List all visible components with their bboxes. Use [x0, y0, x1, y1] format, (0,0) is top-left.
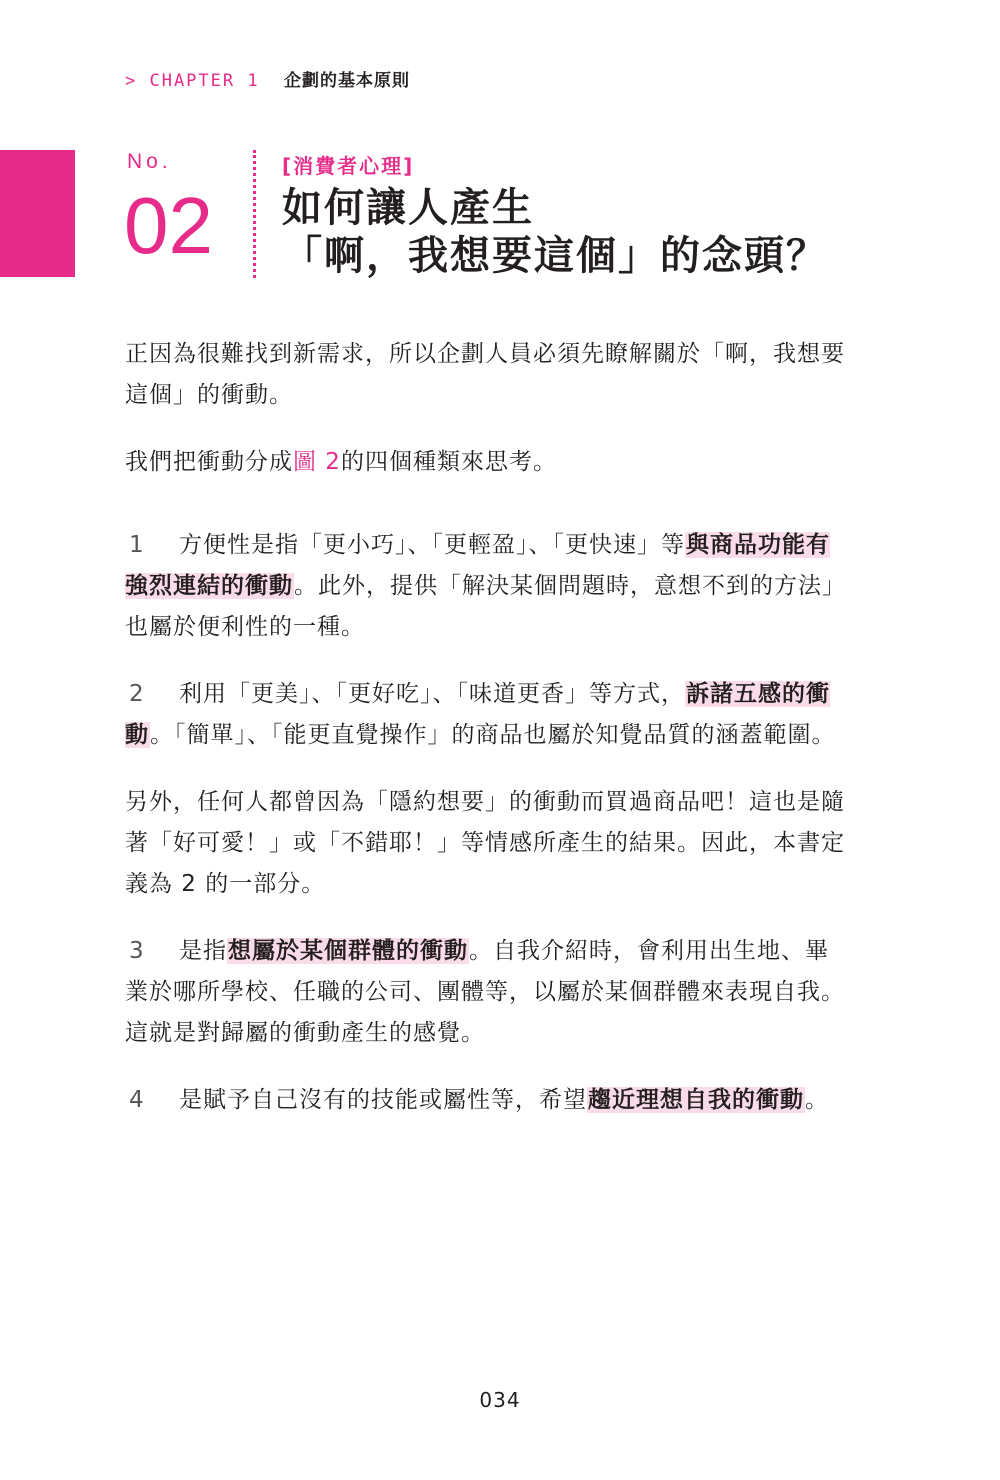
item-1-after: 。此外，提供「解決某個問題時，意想不到的方法」也屬於便利性的一種。 — [125, 573, 846, 640]
title-line-2: 「啊，我想要這個」的念頭？ — [282, 233, 828, 279]
running-header — [125, 66, 410, 91]
item-2 — [125, 674, 851, 756]
item-1-highlight: 與商品功能有強烈連結的衝動 — [125, 532, 830, 599]
item-3-after: 。自我介紹時，會利用出生地、畢業於哪所學校、任職的公司、團體等，以屬於某個群體來表現自我。這就是對歸屬的衝動產生的感覺。 — [125, 938, 845, 1046]
item-2-after: 。「簡單」、「能更直覺操作」的商品也屬於知覺品質的涵蓋範圍。 — [150, 722, 836, 748]
dotted-divider — [253, 150, 256, 278]
figure-ref-after: 的四個種類來思考。 — [340, 449, 557, 475]
section-category: [消費者心理] — [282, 154, 415, 178]
item-2-number: 2 — [129, 681, 145, 707]
page-number: 034 — [479, 1388, 521, 1412]
title-line-1: 如何讓人產生 — [282, 185, 534, 231]
item-4-before: 是賦予自己沒有的技能或屬性等，希望 — [179, 1087, 587, 1113]
item-2-highlight: 訴諸五感的衝動 — [125, 681, 830, 748]
item-1-before: 方便性是指「更小巧」、「更輕盈」、「更快速」等 — [179, 532, 685, 558]
item-3-number: 3 — [129, 938, 145, 964]
section-no-label: No. — [127, 150, 172, 173]
section-number: 02 — [124, 181, 213, 270]
item-1 — [125, 525, 851, 648]
item-3-before: 是指 — [179, 938, 227, 964]
item-4 — [125, 1080, 851, 1121]
item-2-before: 利用「更美」、「更好吃」、「味道更香」等方式， — [179, 681, 685, 707]
chapter-label: > CHAPTER 1 — [125, 71, 260, 91]
paragraph-figure-ref — [125, 442, 851, 483]
item-3-highlight: 想屬於某個群體的衝動 — [228, 938, 468, 964]
paragraph-additional: 另外，任何人都曾因為「隱約想要」的衝動而買過商品吧！這也是隨著「好可愛！」或「不錯耶！」等情感所產生的結果。因此，本書定義為 2 的一部分。 — [125, 789, 845, 897]
item-1-number: 1 — [129, 532, 145, 558]
body-text — [125, 334, 851, 1147]
figure-ref-before: 我們把衝動分成 — [125, 449, 293, 475]
item-3 — [125, 931, 851, 1054]
paragraph-intro: 正因為很難找到新需求，所以企劃人員必須先瞭解關於「啊，我想要這個」的衝動。 — [125, 341, 845, 408]
item-4-number: 4 — [129, 1087, 145, 1113]
section-marker-block — [0, 150, 75, 277]
section-title — [282, 184, 902, 280]
figure-link[interactable]: 圖 2 — [293, 449, 341, 475]
item-4-after: 。 — [805, 1087, 829, 1113]
item-4-highlight: 趨近理想自我的衝動 — [588, 1087, 804, 1113]
chapter-title: 企劃的基本原則 — [284, 71, 410, 91]
